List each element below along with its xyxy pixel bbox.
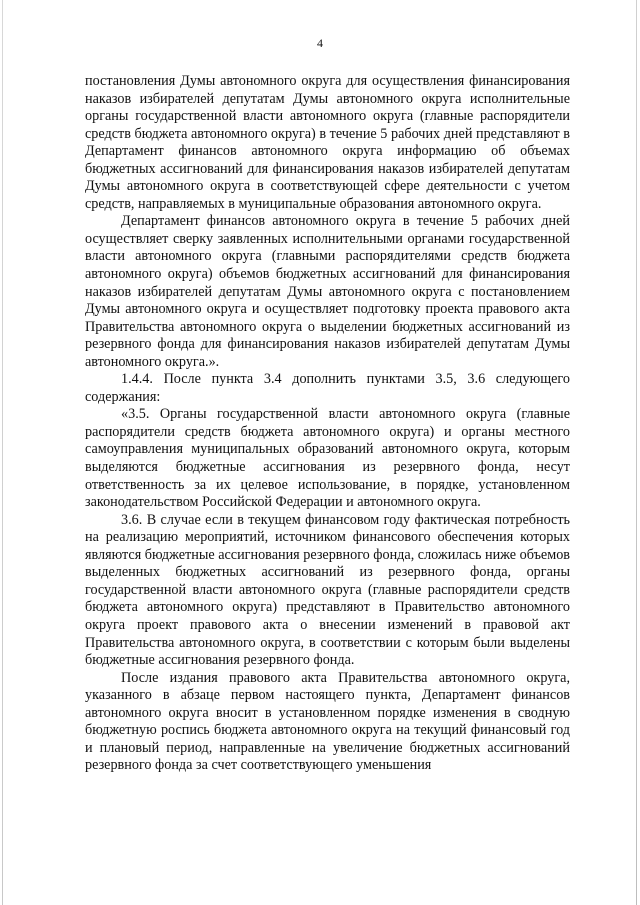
paragraph-1: постановления Думы автономного округа для осуществления финансирования наказов избирателей депутатам Думы автономного округа исполнительные органы государственной власти автономного округа (главные распорядители средств бюджета автономного округа) в течение 5 рабочих дней представляют в Департамент финансов автономного округа информацию об объемах бюджетных ассигнований для финансирования наказов избирателей депутатам Думы автономного округа в соответствующей сфере деятельности с учетом средств, направляемых в муниципальные образования автономного округа. bbox=[85, 73, 570, 212]
paragraph-6: После издания правового акта Правительства автономного округа, указанного в абзаце первом настоящего пункта, Департамент финансов автономного округа вносит в установленном порядке изменения в сводную бюджетную роспись бюджета автономного округа на текущий финансовый год и плановый период, направленные на увеличение бюджетных ассигнований резервного фонда за счет соответствующего уменьшения bbox=[85, 669, 570, 774]
scan-edge-right bbox=[636, 0, 637, 905]
page-number: 4 bbox=[317, 36, 323, 50]
paragraph-2: Департамент финансов автономного округа в течение 5 рабочих дней осуществляет сверку заявленных исполнительными органами государственной власти автономного округа (главными распорядителями средств бюджета автономного округа) объемов бюджетных ассигнований для финансирования наказов избирателей депутатам Думы автономного округа с постановлением Думы автономного округа и осуществляет подготовку проекта правового акта Правительства автономного округа о выделении бюджетных ассигнований из резервного фонда для финансирования наказов избирателей депутатам Думы автономного округа.». bbox=[85, 213, 570, 370]
scan-edge-left bbox=[2, 0, 3, 905]
paragraph-3: 1.4.4. После пункта 3.4 дополнить пунктами 3.5, 3.6 следующего содержания: bbox=[85, 371, 570, 405]
document-body bbox=[85, 73, 570, 775]
paragraph-5: 3.6. В случае если в текущем финансовом году фактическая потребность на реализацию мероприятий, источником финансового обеспечения которых являются бюджетные ассигнования резервного фонда, сложилась ниже объемов выделенных бюджетных ассигнований из резервного фонда, органы государственной власти автономного округа (главные распорядители средств бюджета автономного округа) представляют в Правительство автономного округа проект правового акта о внесении изменений в правовой акт Правительства автономного округа, в соответствии с которым были выделены бюджетные ассигнования резервного фонда. bbox=[85, 511, 570, 669]
paragraph-4: «3.5. Органы государственной власти автономного округа (главные распорядители средств бюджета автономного округа) и органы местного самоуправления муниципальных образований автономного округа, которым выделяются бюджетные ассигнования из резервного фонда, несут ответственность за их целевое использование, в порядке, установленном законодательством Российской Федерации и автономного округа. bbox=[85, 406, 570, 511]
